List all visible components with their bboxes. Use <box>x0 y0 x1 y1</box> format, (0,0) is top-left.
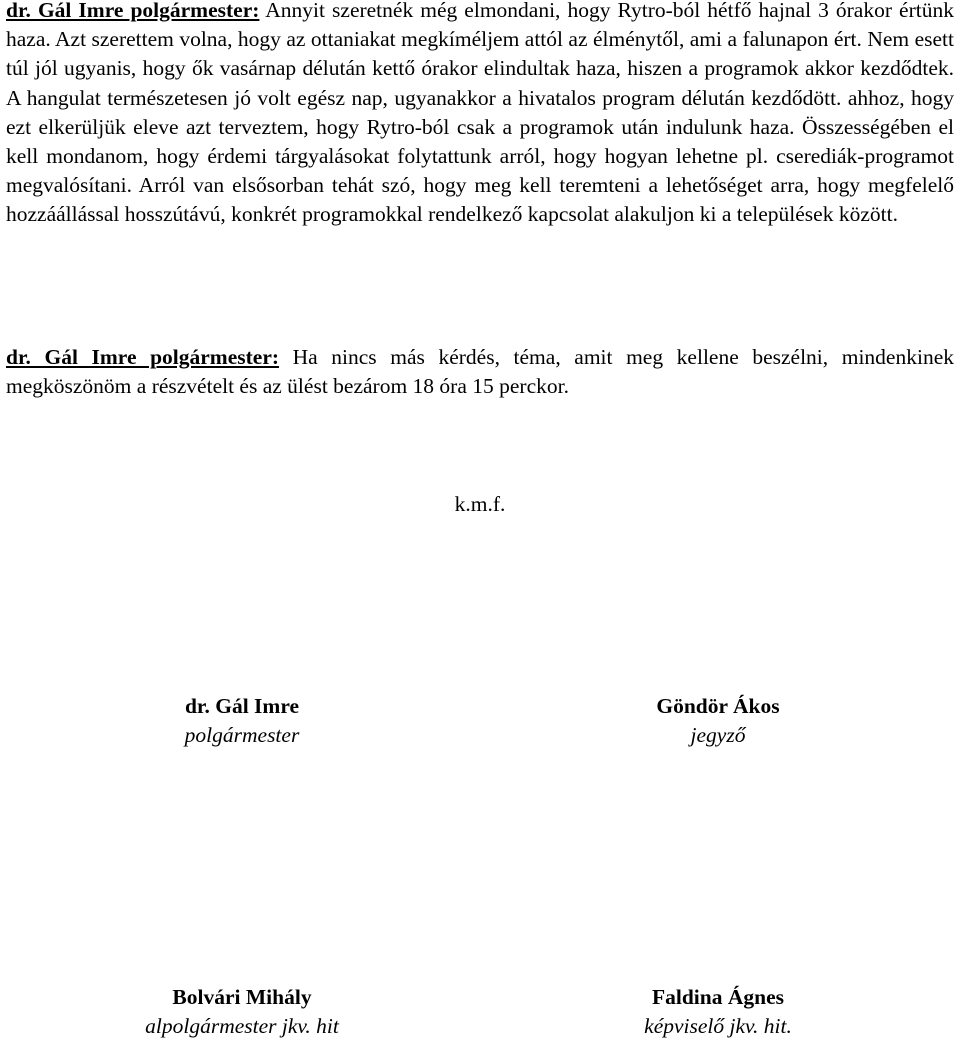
signature-notary <box>558 692 878 750</box>
signature-role: alpolgármester jkv. hit <box>145 1014 339 1038</box>
signature-mayor <box>82 692 402 750</box>
signature-representative <box>558 983 878 1041</box>
speaker-label: dr. Gál Imre polgármester: <box>6 345 280 369</box>
signature-role: polgármester <box>184 723 300 747</box>
paragraph-meeting-close <box>6 343 954 401</box>
signature-name: Göndör Ákos <box>656 694 780 718</box>
signature-name: dr. Gál Imre <box>184 694 300 718</box>
signature-name: Faldina Ágnes <box>651 985 784 1009</box>
paragraph-closing-remarks <box>6 0 954 230</box>
signature-role: jegyző <box>690 723 746 747</box>
paragraph-text: Annyit szeretnék még elmondani, hogy Rytro-ból hétfő hajnal 3 órakor értünk haza. Azt szerettem volna, hogy az ottaniakat megkíméljem attól az élménytől, ami a falunapon ért. Nem esett túl jól ugyanis, hogy ők vasárnap délután kettő órakor elindultak haza, hiszen a programok akkor kezdődtek. A hangulat természetesen jó volt egész nap, ugyanakkor a hivatalos program délután kezdődött. ahhoz, hogy ezt elkerüljük eleve azt terveztem, hogy Rytro-ból csak a programok után indulunk haza. Összességében el kell mondanom, hogy érdemi tárgyalásokat folytattunk arról, hogy hogyan lehetne pl. cserediák-programot megvalósítani. Arról van elsősorban tehát szó, hogy meg kell teremteni a lehetőséget arra, hogy megfelelő hozzáállással hosszútávú, konkrét programokkal rendelkező kapcsolat alakuljon ki a települések között. <box>6 0 954 227</box>
kmf-closing: k.m.f. <box>454 492 506 516</box>
speaker-label: dr. Gál Imre polgármester: <box>6 0 260 22</box>
signature-name: Bolvári Mihály <box>172 985 312 1009</box>
signature-deputy-mayor <box>82 983 402 1041</box>
paragraph-text: Ha nincs más kérdés, téma, amit meg kellene beszélni, mindenkinek megköszönöm a részvételt és az ülést bezárom 18 óra 15 perckor. <box>6 345 954 399</box>
signature-role: képviselő jkv. hit. <box>644 1014 792 1038</box>
